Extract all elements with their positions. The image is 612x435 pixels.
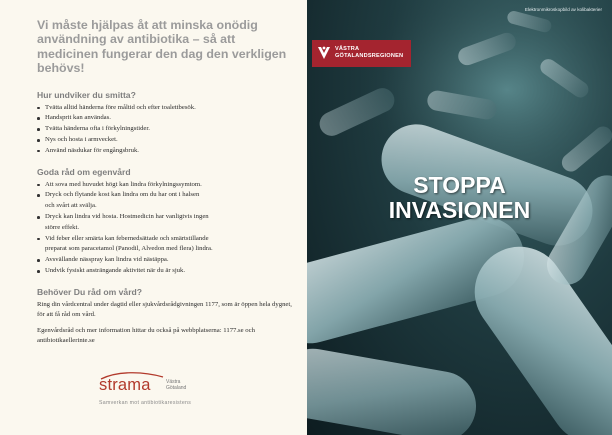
advice-paragraph-web: Egenvårdsråd och mer information hittar du också på webbplatserna: 1177.se och antibiotikaellerinte.se	[37, 326, 255, 344]
strama-region-line1: Västra	[166, 379, 181, 385]
list-item: Dryck och flytande kost kan lindra om du har ont i halsen och svårt att svälja.	[37, 190, 295, 212]
list-item: Tvätta alltid händerna före måltid och efter toalettbesök.	[37, 103, 295, 114]
image-caption: Elektronmikroskopbild av kolibakterier	[524, 7, 602, 12]
list-item: Handsprit kan användas.	[37, 113, 295, 124]
list-item: Dryck kan lindra vid hosta. Hostmedicin har vanligtvis ingen större effekt.	[37, 212, 295, 234]
list-item: Att sova med huvudet högt kan lindra förkylningssymtom.	[37, 180, 295, 191]
strama-logo	[93, 372, 263, 412]
section-title-selfcare: Goda råd om egenvård	[37, 166, 131, 177]
region-name-line1: VÄSTRA	[335, 46, 360, 52]
cover-title-line1: STOPPA	[413, 172, 506, 198]
list-item: Vid feber eller smärta kan febernedsättade och smärtstillande preparat som paracetamol (Panodil, Alvedon med flera) lindra.	[37, 234, 295, 256]
strama-tagline: Samverkan mot antibiotikaresistens	[99, 400, 192, 406]
region-name-line2: GÖTALANDSREGIONEN	[335, 53, 404, 59]
region-logo-icon	[317, 45, 331, 61]
list-item: Avsvällande nässpray kan lindra vid nästäppa.	[37, 255, 295, 266]
cover-title	[307, 173, 612, 223]
strama-region	[166, 379, 186, 391]
list-item: Undvik fysiskt ansträngande aktivitet när du är sjuk.	[37, 266, 295, 277]
prevention-list	[37, 103, 295, 157]
advice-paragraph-phone: Ring din vårdcentral under dagtid eller sjukvårdsrådgivningen 1177, som är öppen hela dygnet, för att få råd om vård.	[37, 300, 292, 318]
list-item: Tvätta händerna ofta i förkylningstider.	[37, 124, 295, 135]
cover-panel	[307, 0, 612, 435]
section-title-prevention: Hur undviker du smitta?	[37, 89, 136, 100]
section-selfcare	[37, 167, 295, 277]
strama-region-line2: Götaland	[166, 385, 187, 391]
selfcare-list	[37, 180, 295, 277]
headline: Vi måste hjälpas åt att minska onödig användning av antibiotika – så att medicinen fungerar den dag den verkligen behövs!	[37, 18, 287, 76]
section-advice	[37, 287, 295, 346]
region-badge	[312, 40, 411, 67]
section-title-advice: Behöver Du råd om vård?	[37, 286, 143, 297]
section-prevention	[37, 90, 295, 157]
list-item: Använd näsdukar för engångsbruk.	[37, 146, 295, 157]
cover-title-line2: INVASIONEN	[388, 197, 531, 223]
region-name	[335, 46, 403, 60]
list-item: Nys och hosta i armvecket.	[37, 135, 295, 146]
strama-wordmark: strama	[99, 376, 151, 394]
